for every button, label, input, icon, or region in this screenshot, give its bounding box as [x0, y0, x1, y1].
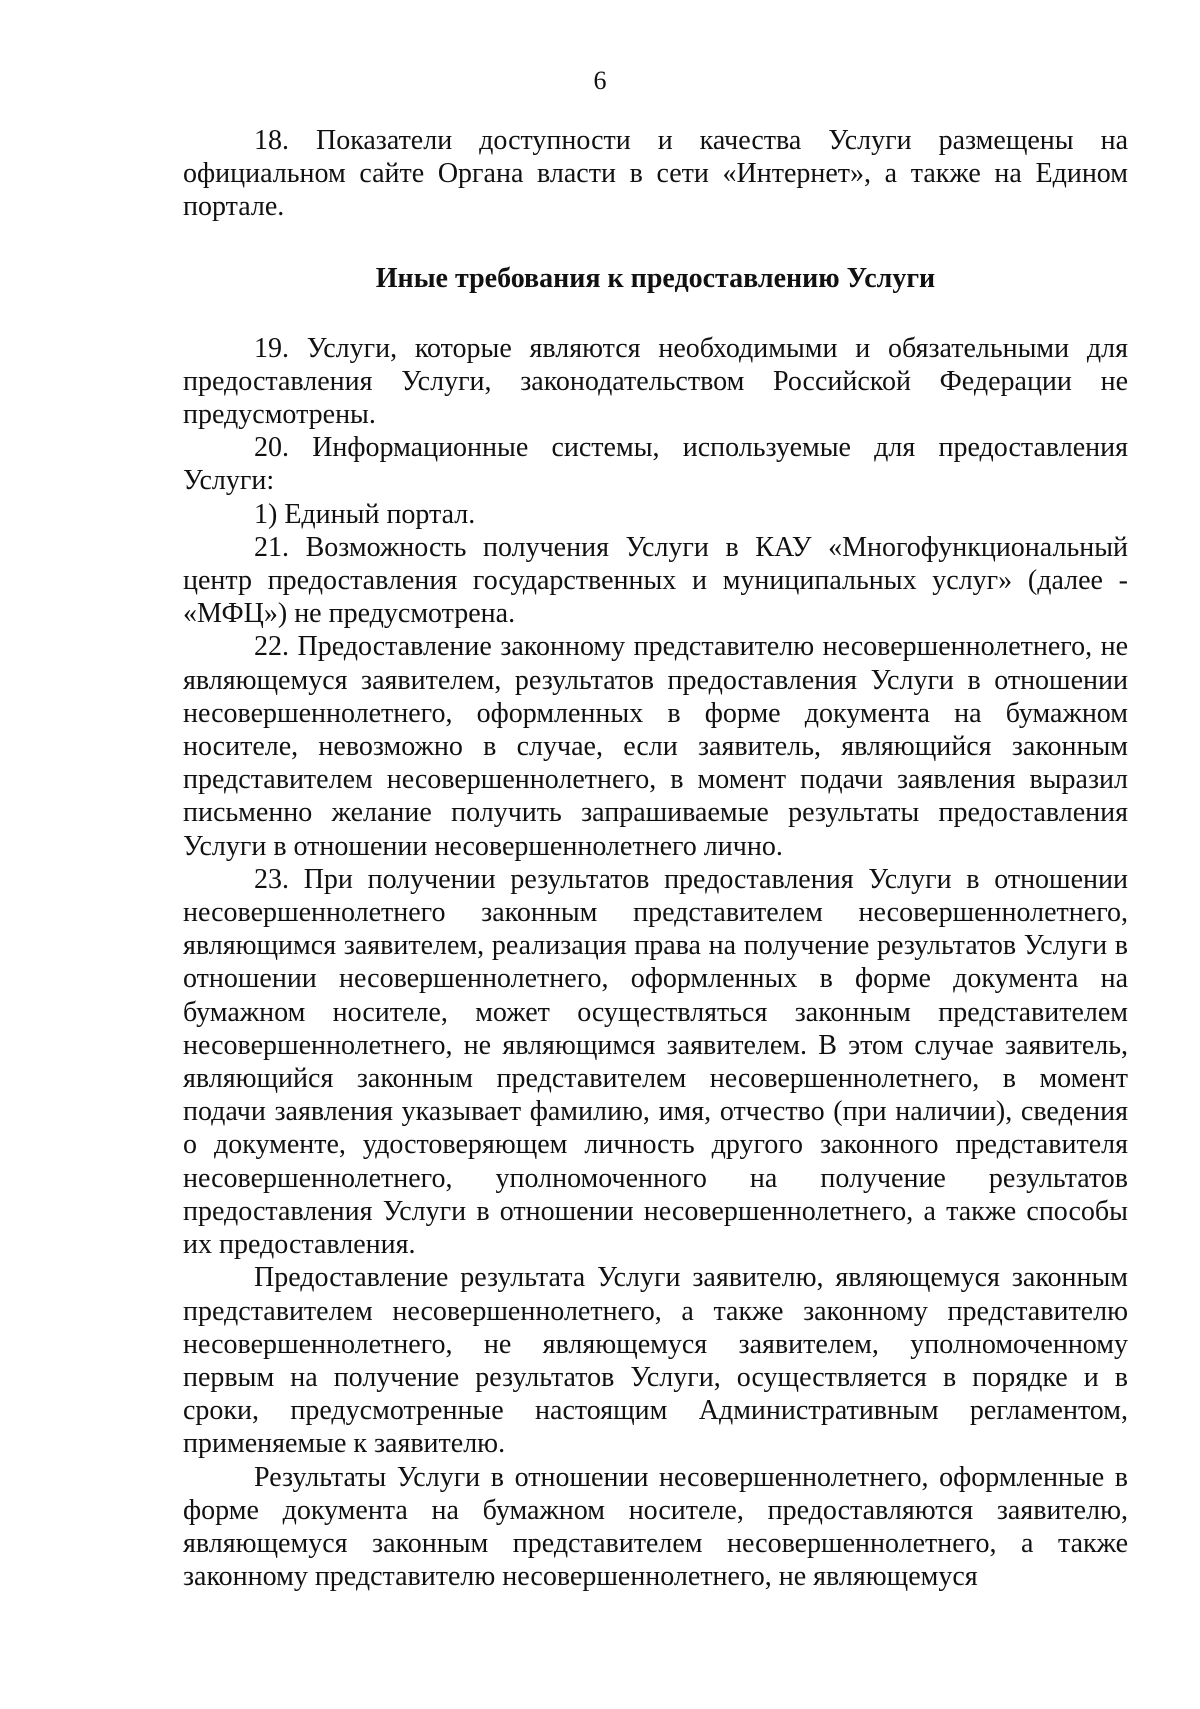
paragraph-20: 20. Информационные системы, используемые для предоставления Услуги: [183, 432, 1128, 497]
paragraph-18: 18. Показатели доступности и качества Услуги размещены на официальном сайте Органа власти в сети «Интернет», а также на Едином портале. [183, 125, 1128, 223]
paragraph-19: 19. Услуги, которые являются необходимыми и обязательными для предоставления Услуги, законодательством Российской Федерации не предусмотрены. [183, 332, 1128, 431]
paragraph-23-results: Результаты Услуги в отношении несовершеннолетнего, оформленные в форме документа на бумажном носителе, предоставляются заявителю, являющемуся законным представителем несовершеннолетнего, а также законному представителю несовершеннолетнего, не являющемуся [183, 1461, 1128, 1593]
document-body [183, 124, 1128, 1593]
paragraph-20-item-1: 1) Единый портал. [254, 498, 476, 530]
paragraph-21: 21. Возможность получения Услуги в КАУ «Многофункциональный центр предоставления государственных и муниципальных услуг» (далее - «МФЦ») не предусмотрена. [183, 531, 1128, 630]
paragraph-23: 23. При получении результатов предоставления Услуги в отношении несовершеннолетнего законным представителем несовершеннолетнего, являющимся заявителем, реализация права на получение результатов Услуги в отношении несовершеннолетнего, оформленных в форме документа на бумажном носителе, может осуществляться законным представителем несовершеннолетнего, не являющимся заявителем. В этом случае заявитель, являющийся законным представителем несовершеннолетнего, в момент подачи заявления указывает фамилию, имя, отчество (при наличии), сведения о документе, удостоверяющем личность другого законного представителя несовершеннолетнего, уполномоченного на получение результатов предоставления Услуги в отношении несовершеннолетнего, а также способы их предоставления. [183, 863, 1128, 1261]
page-number: 6 [593, 66, 607, 95]
paragraph-22: 22. Предоставление законному представителю несовершеннолетнего, не являющемуся заявителем, результатов предоставления Услуги в отношении несовершеннолетнего, оформленных в форме документа на бумажном носителе, невозможно в случае, если заявитель, являющийся законным представителем несовершеннолетнего, в момент подачи заявления выразил письменно желание получить запрашиваемые результаты предоставления Услуги в отношении несовершеннолетнего лично. [183, 631, 1128, 862]
section-heading: Иные требования к предоставлению Услуги [375, 262, 936, 294]
paragraph-23-continuation: Предоставление результата Услуги заявителю, являющемуся законным представителем несовершеннолетнего, а также законному представителю несовершеннолетнего, не являющемуся заявителем, уполномоченному первым на получение результатов Услуги, осуществляется в порядке и в сроки, предусмотренные настоящим Административным регламентом, применяемые к заявителю. [183, 1262, 1128, 1460]
